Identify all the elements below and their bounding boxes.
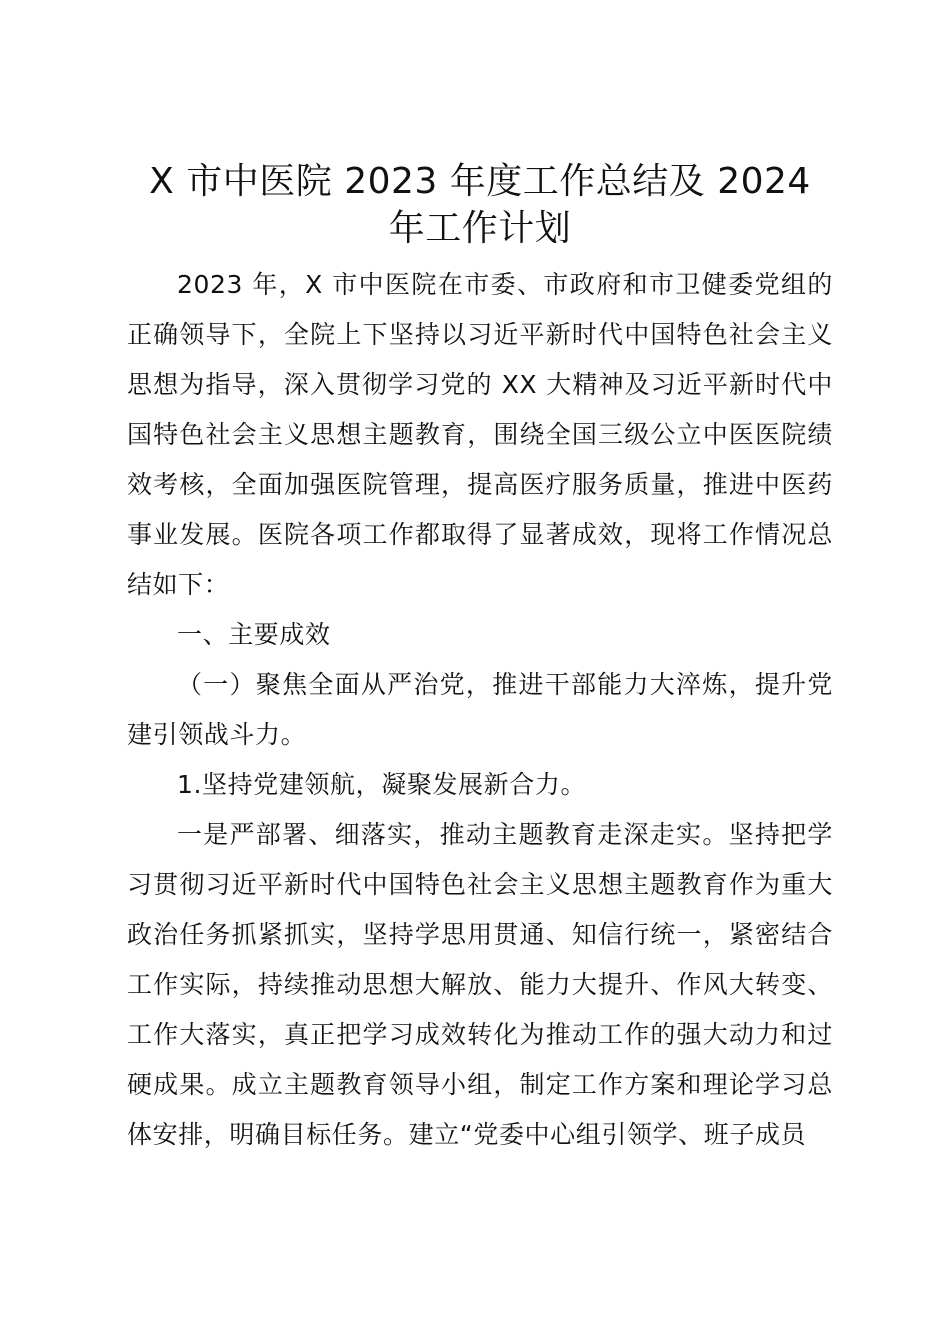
document-title: X 市中医院 2023 年度工作总结及 2024 年工作计划 [149,161,811,249]
document-page [127,158,833,1160]
subsection-heading-party-building: （一）聚焦全面从严治党，推进干部能力大淬炼，提升党建引领战斗力。 [127,670,833,749]
intro-paragraph: 2023 年，X 市中医院在市委、市政府和市卫健委党组的正确领导下，全院上下坚持以习近平新时代中国特色社会主义思想为指导，深入贯彻学习党的 XX 大精神及习近平新时代中国特色社会主义思想主题教育，围绕全国三级公立中医医院绩效考核，全面加强医院管理，提高医疗服务质量，推进中医药事业发展。医院各项工作都取得了显著成效，现将工作情况总结如下： [127,270,833,599]
section-heading-main-achievements: 一、主要成效 [177,620,331,649]
body-paragraph-theme-education: 一是严部署、细落实，推动主题教育走深走实。坚持把学习贯彻习近平新时代中国特色社会主义思想主题教育作为重大政治任务抓紧抓实，坚持学思用贯通、知信行统一，紧密结合工作实际，持续推动思想大解放、能力大提升、作风大转变、工作大落实，真正把学习成效转化为推动工作的强大动力和过硬成果。成立主题教育领导小组，制定工作方案和理论学习总体安排，明确目标任务。建立“党委中心组引领学、班子成员 [127,820,833,1149]
item-heading-party-leadership: 1.坚持党建领航，凝聚发展新合力。 [177,770,587,799]
